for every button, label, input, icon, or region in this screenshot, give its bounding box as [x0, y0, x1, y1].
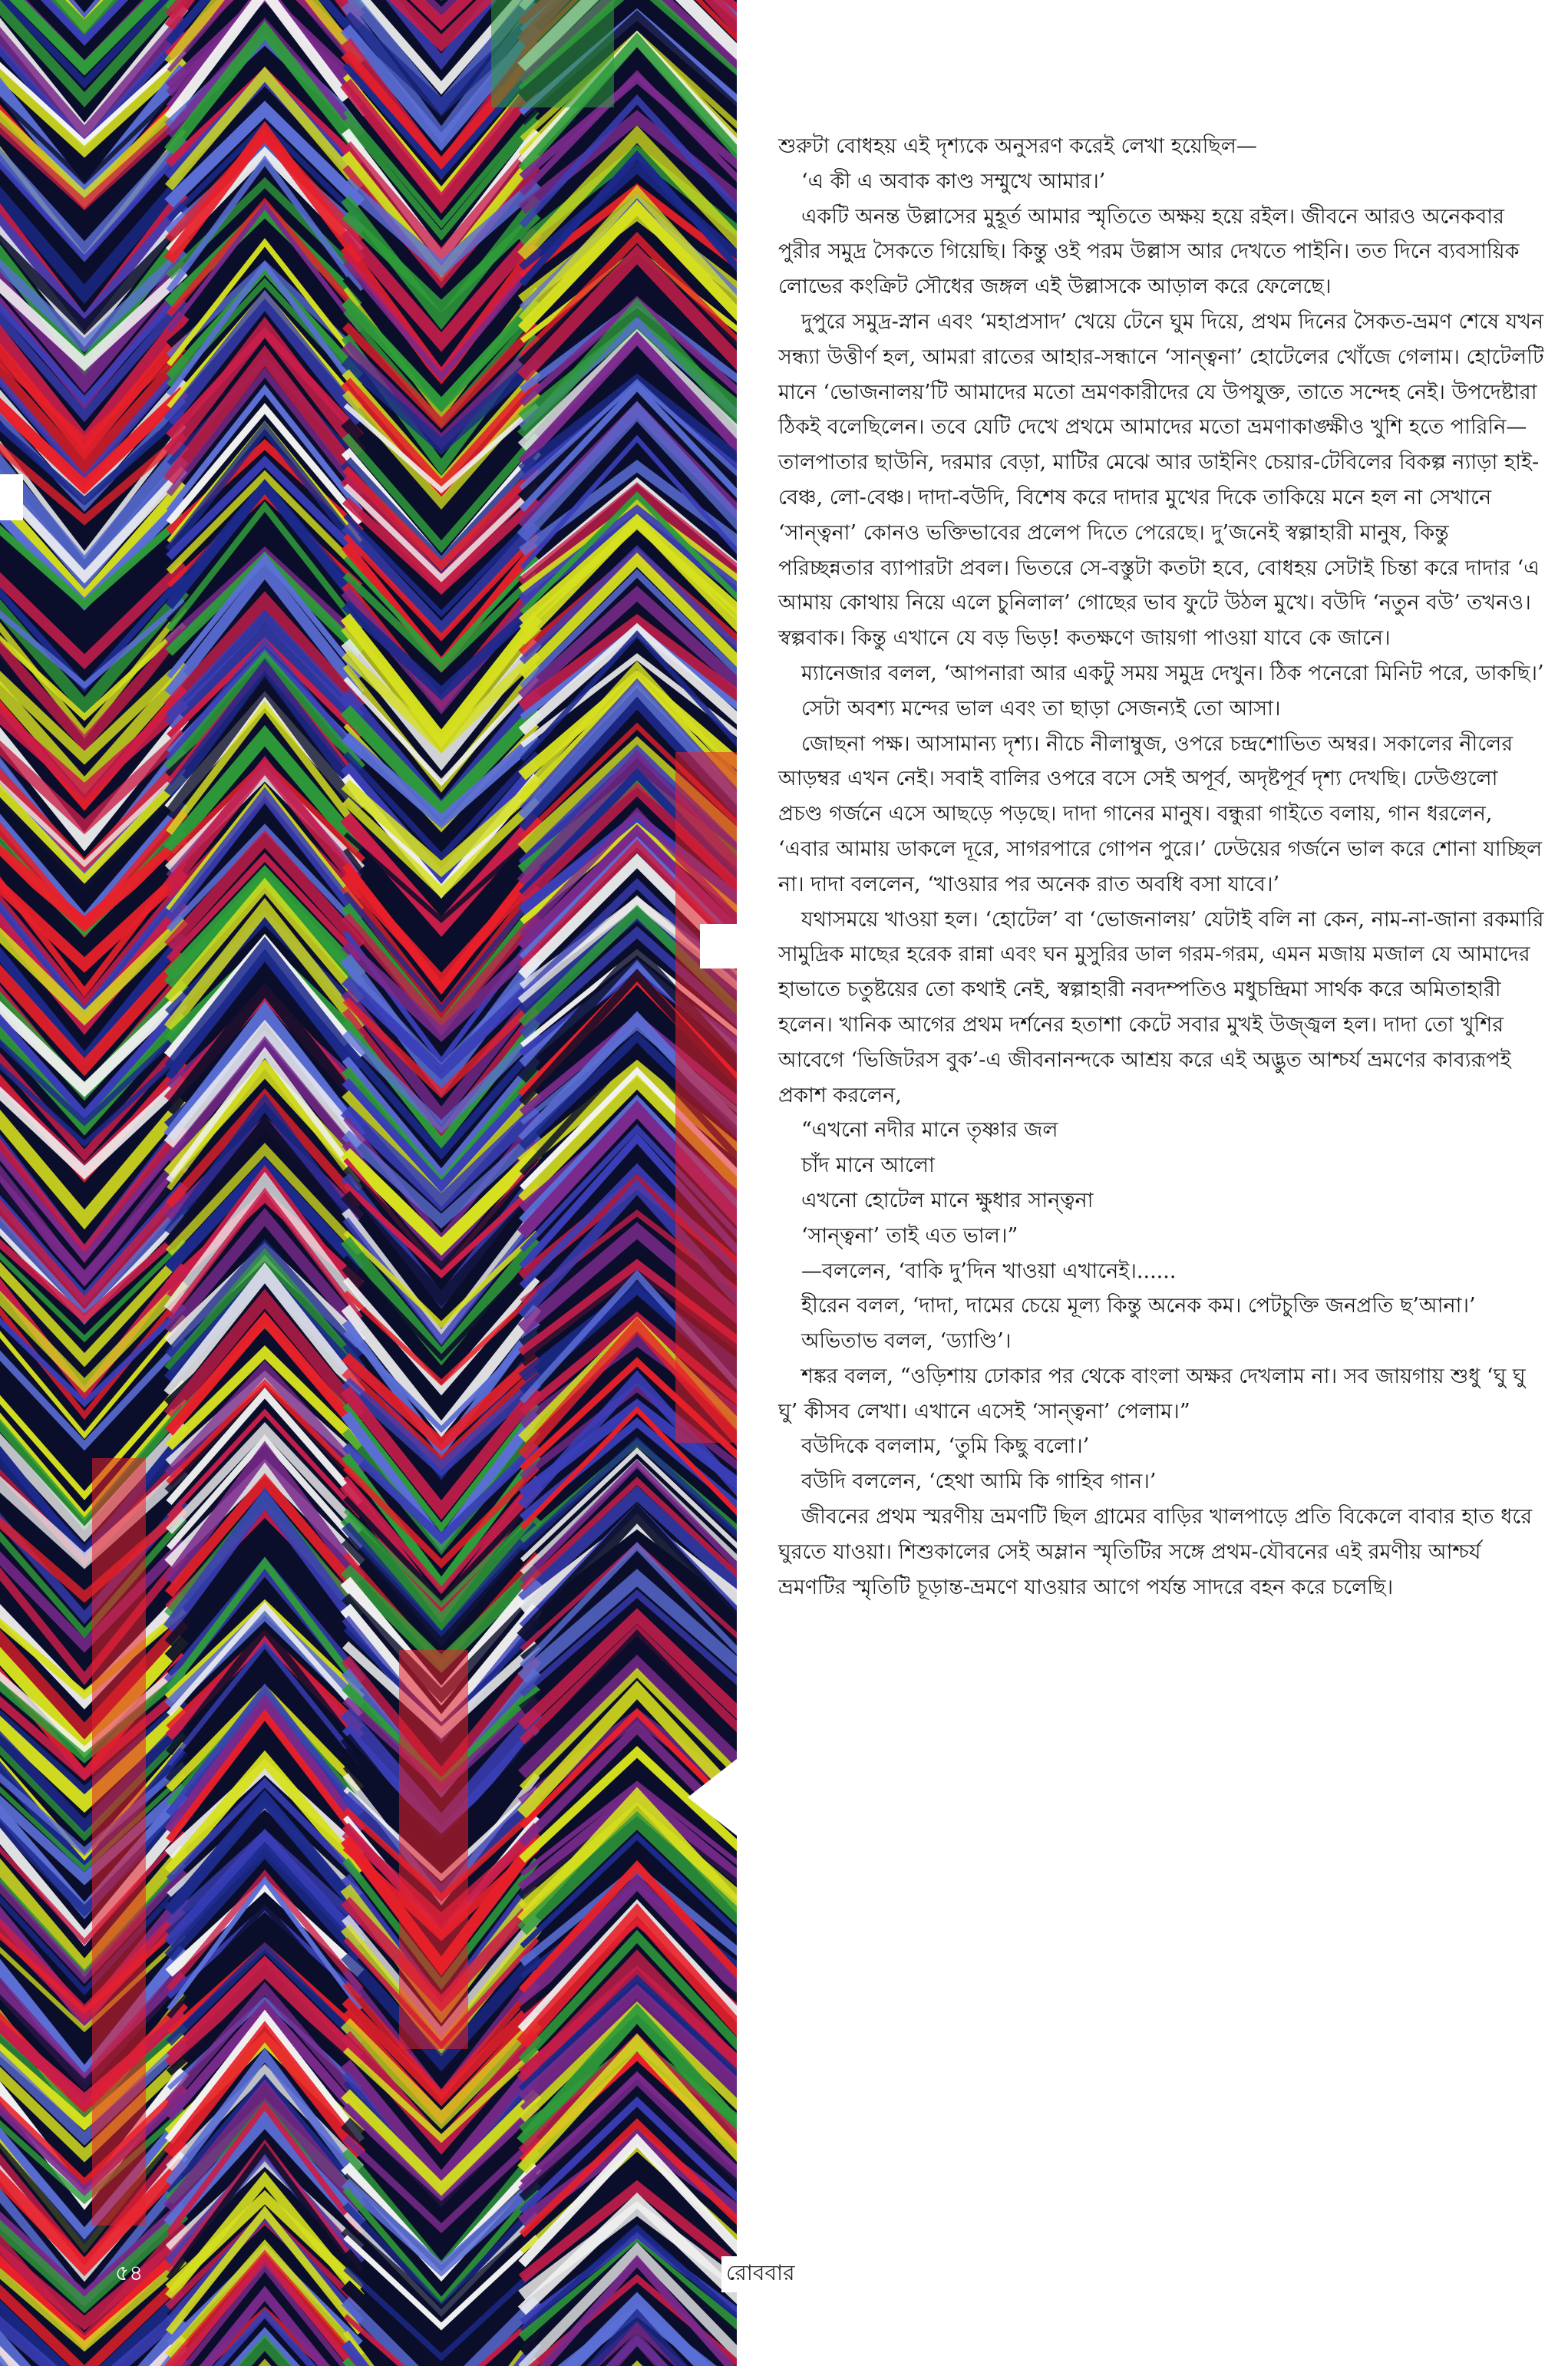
white-arrow-notch [688, 1759, 737, 1836]
poem-line: চাঁদ মানে আলো [801, 1153, 935, 1178]
article-body [778, 129, 1546, 1605]
paragraph: হীরেন বলল, ‘দাদা, দামের চেয়ে মূল্য কিন্তু অনেক কম। পেটচুক্তি জনপ্রতি ছ’আনা।’ [801, 1294, 1476, 1318]
paragraph: শুরুটা বোধহয় এই দৃশ্যকে অনুসরণ করেই লেখা হয়েছিল— [778, 134, 1257, 158]
paragraph: বউদিকে বললাম, ‘তুমি কিছু বলো।’ [801, 1434, 1090, 1459]
poem-line: এখনো হোটেল মানে ক্ষুধার সান্ত্বনা [801, 1188, 1094, 1213]
paragraph: সেটা অবশ্য মন্দের ভাল এবং তা ছাড়া সেজন্যই তো আসা। [801, 696, 1281, 721]
paragraph: ম্যানেজার বলল, ‘আপনারা আর একটু সময় সমুদ্র দেখুন। ঠিক পনেরো মিনিট পরে, ডাকছি।’ [801, 661, 1544, 685]
white-notch-left [0, 474, 23, 520]
paragraph: জোছনা পক্ষ। আসামান্য দৃশ্য। নীচে নীলাম্বুজ, ওপরে চন্দ্রশোভিত অম্বর। সকালের নীলের আড়ম্বর এখন নেই। সবাই বালির ওপরে বসে সেই অপূর্ব, অদৃষ্টপূর্ব দৃশ্য দেখছি। ঢেউগুলো প্রচণ্ড গর্জনে এসে আছড়ে পড়ছে। দাদা গানের মানুষ। বন্ধুরা গাইতে বলায়, গান ধরলেন, ‘এবার আমায় ডাকলে দূরে, সাগরপারে গোপন পুরে।’ ঢেউয়ের গর্জনে ভাল করে শোনা যাচ্ছিল না। দাদা বললেন, ‘খাওয়ার পর অনেক রাত অবধি বসা যাবে।’ [778, 731, 1543, 896]
paragraph: —বললেন, ‘বাকি দু’দিন খাওয়া এখানেই।...... [801, 1259, 1177, 1283]
paragraph: বউদি বললেন, ‘হেথা আমি কি গাহিব গান।’ [801, 1470, 1157, 1494]
paragraph: শঙ্কর বলল, “ওড়িশায় ঢোকার পর থেকে বাংলা অক্ষর দেখলাম না। সব জায়গায় শুধু ‘ঘু ঘু ঘু’ কীসব লেখা। এখানে এসেই ‘সান্ত্বনা’ পেলাম।” [778, 1364, 1526, 1424]
artwork-accent [92, 1458, 146, 2226]
poem-line: “এখনো নদীর মানে তৃষ্ণার জল [801, 1118, 1058, 1143]
white-notch-middle [700, 924, 737, 969]
paragraph: দুপুরে সমুদ্র-স্নান এবং ‘মহাপ্রসাদ’ খেয়ে টেনে ঘুম দিয়ে, প্রথম দিনের সৈকত-ভ্রমণ শেষে যখন সন্ধ্যা উত্তীর্ণ হল, আমরা রাতের আহার-সন্ধানে ‘সান্ত্বনা’ হোটেলের খোঁজে গেলাম। হোটেলটি মানে ‘ভোজনালয়’টি আমাদের মতো ভ্রমণকারীদের যে উপযুক্ত, তাতে সন্দেহ নেই। উপদেষ্টারা ঠিকই বলেছিলেন। তবে যেটি দেখে প্রথমে আমাদের মতো ভ্রমণাকাঙ্ক্ষীও খুশি হতে পারিনি—তালপাতার ছাউনি, দরমার বেড়া, মাটির মেঝে আর ডাইনিং চেয়ার-টেবিলের বিকল্প ন্যাড়া হাই-বেঞ্চ, লো-বেঞ্চ। দাদা-বউদি, বিশেষ করে দাদার মুখের দিকে তাকিয়ে মনে হল না সেখানে ‘সান্ত্বনা’ কোনও ভক্তিভাবের প্রলেপ দিতে পেরেছে। দু’জনেই স্বল্পাহারী মানুষ, কিন্তু পরিচ্ছন্নতার ব্যাপারটা প্রবল। ভিতরে সে-বস্তুটা কতটা হবে, বোধহয় সেটাই চিন্তা করে দাদার ‘এ আমায় কোথায় নিয়ে এলে চুনিলাল’ গোছের ভাব ফুটে উঠল মুখে। বউদি ‘নতুন বউ’ তখনও। স্বল্পবাক। কিন্তু এখানে যে বড় ভিড়! কতক্ষণে জায়গা পাওয়া যাবে কে জানে। [778, 309, 1544, 651]
paragraph: ‘এ কী এ অবাক কাণ্ড সম্মুখে আমার।’ [801, 169, 1106, 193]
decorative-artwork [0, 0, 737, 2366]
paragraph: যথাসময়ে খাওয়া হল। ‘হোটেল’ বা ‘ভোজনালয়’ যেটাই বলি না কেন, নাম-না-জানা রকমারি সামুদ্রিক মাছের হরেক রান্না এবং ঘন মুসুরির ডাল গরম-গরম, এমন মজায় মজাল যে আমাদের হাভাতে চতুষ্টয়ের তো কথাই নেই, স্বল্পাহারী নবদম্পতিও মধুচন্দ্রিমা সার্থক করে অমিতাহারী হলেন। খানিক আগের প্রথম দর্শনের হতাশা কেটে সবার মুখই উজ্জ্বল হল। দাদা তো খুশির আবেগে ‘ভিজিটরস বুক’-এ জীবনানন্দকে আশ্রয় করে এই অদ্ভুত আশ্চর্য ভ্রমণের কাব্যরূপই প্রকাশ করলেন, [778, 907, 1544, 1107]
poem-line: ‘সান্ত্বনা’ তাই এত ভাল।” [801, 1223, 1018, 1248]
artwork-accent [399, 1650, 468, 2049]
magazine-name: রোববার [721, 2256, 800, 2292]
page-number: ৫৪ [115, 2260, 144, 2285]
paragraph: জীবনের প্রথম স্মরণীয় ভ্রমণটি ছিল গ্রামের বাড়ির খালপাড়ে প্রতি বিকেলে বাবার হাত ধরে ঘুরতে যাওয়া। শিশুকালের সেই অম্লান স্মৃতিটির সঙ্গে প্রথম-যৌবনের এই রমণীয় আশ্চর্য ভ্রমণটির স্মৃতিটি চূড়ান্ত-ভ্রমণে যাওয়ার আগে পর্যন্ত সাদরে বহন করে চলেছি। [778, 1505, 1533, 1599]
artwork-band [169, 0, 361, 2366]
paragraph: একটি অনন্ত উল্লাসের মুহূর্ত আমার স্মৃতিতে অক্ষয় হয়ে রইল। জীবনে আরও অনেকবার পুরীর সমুদ্র সৈকতে গিয়েছি। কিন্তু ওই পরম উল্লাস আর দেখতে পাইনি। তত দিনে ব্যবসায়িক লোভের কংক্রিট সৌধের জঙ্গল এই উল্লাসকে আড়াল করে ফেলেছে। [778, 204, 1520, 299]
artwork-accent [491, 0, 614, 107]
paragraph: অভিতাভ বলল, ‘ড্যাণ্ডি’। [801, 1329, 1012, 1354]
artwork-accent [675, 752, 737, 1443]
